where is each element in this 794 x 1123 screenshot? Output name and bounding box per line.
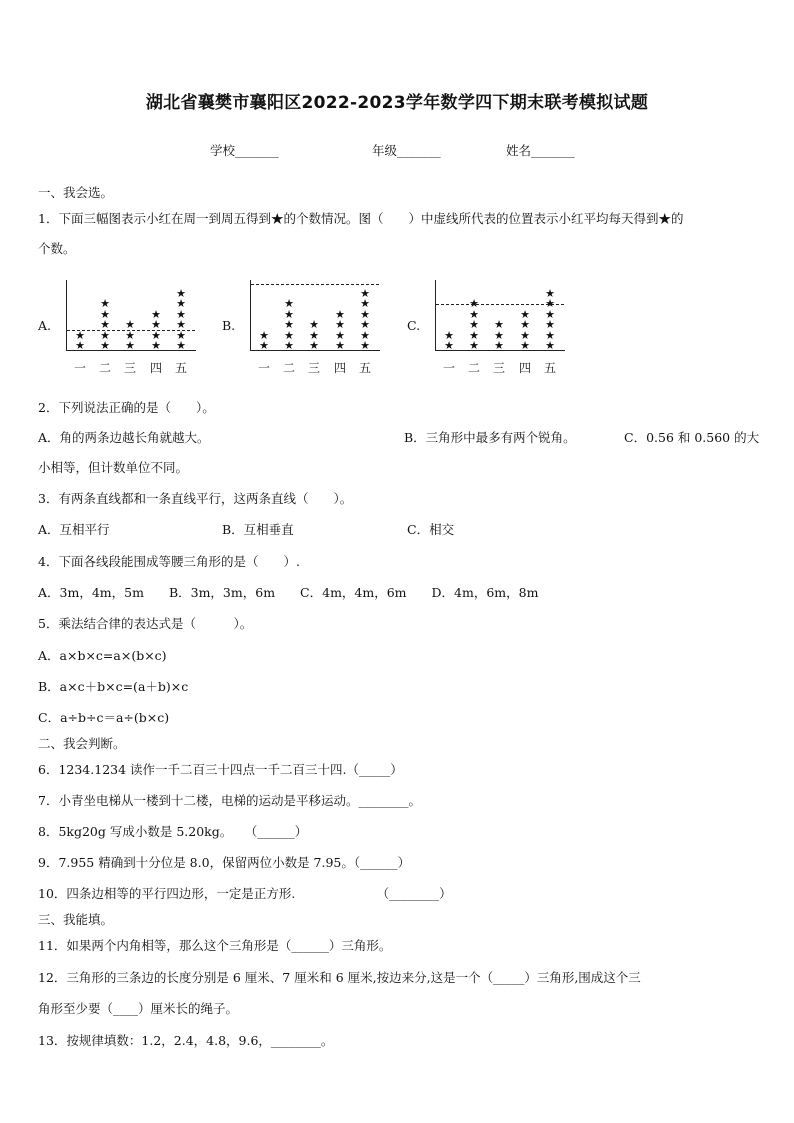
day-label: 四 [333, 361, 346, 375]
star-icon: ★ [545, 297, 555, 310]
q2-option-b: B．三角形中最多有两个锐角。 [404, 430, 576, 445]
star-icon: ★ [545, 339, 555, 352]
star-icon: ★ [125, 328, 135, 342]
q3-stem: 3．有两条直线都和一条直线平行，这两条直线（ ）。 [38, 491, 353, 506]
y-axis [435, 280, 436, 350]
day-label: 三 [492, 361, 505, 375]
q11: 11．如果两个内角相等，那么这个三角形是（______）三角形。 [38, 938, 392, 953]
star-icon: ★ [494, 318, 504, 331]
star-icon: ★ [309, 328, 319, 342]
star-icon: ★ [284, 318, 294, 331]
day-label: 五 [174, 361, 187, 375]
star-icon: ★ [100, 307, 110, 321]
star-icon: ★ [176, 297, 186, 310]
day-label: 二 [282, 361, 295, 375]
q7: 7．小青坐电梯从一楼到十二楼，电梯的运动是平移运动。________。 [38, 793, 421, 808]
q8: 8．5kg20g 写成小数是 5.20kg。 （______） [38, 824, 308, 839]
star-icon: ★ [151, 328, 161, 342]
day-label: 二 [98, 361, 111, 375]
average-dashed-line [251, 284, 379, 285]
q3-option-c: C．相交 [407, 522, 455, 537]
q2-stem: 2．下列说法正确的是（ ）。 [38, 400, 215, 415]
star-icon: ★ [469, 328, 479, 342]
star-icon: ★ [176, 286, 186, 300]
star-icon: ★ [100, 339, 110, 352]
q9: 9．7.955 精确到十分位是 8.0，保留两位小数是 7.95。（______） [38, 855, 411, 870]
star-icon: ★ [125, 339, 135, 352]
star-icon: ★ [176, 328, 186, 342]
star-icon: ★ [284, 328, 294, 342]
q4-options: A．3m，4m，5m B．3m，3m，6m C．4m，4m，6m D．4m，6m，8m [38, 585, 539, 600]
day-label: 五 [358, 361, 371, 375]
star-icon: ★ [259, 339, 269, 352]
star-icon: ★ [360, 328, 370, 342]
star-icon: ★ [335, 307, 345, 321]
star-icon: ★ [176, 318, 186, 331]
section-1-heading: 一、我会选。 [38, 185, 114, 200]
star-icon: ★ [100, 318, 110, 331]
star-icon: ★ [259, 328, 269, 342]
star-icon: ★ [469, 339, 479, 352]
star-icon: ★ [469, 297, 479, 310]
star-icon: ★ [176, 339, 186, 352]
star-icon: ★ [100, 328, 110, 342]
chart-a-label: A. [38, 318, 52, 333]
q6: 6．1234.1234 读作一千二百三十四点一千二百三十四.（_____） [38, 762, 403, 777]
star-icon: ★ [335, 339, 345, 352]
star-icon: ★ [469, 318, 479, 331]
day-label: 五 [543, 361, 556, 375]
star-icon: ★ [284, 339, 294, 352]
q5-option-c: C．a÷b÷c＝a÷(b×c) [38, 710, 170, 725]
star-icon: ★ [100, 297, 110, 310]
chart-c-label: C. [407, 318, 421, 333]
school-field: 学校_______ [210, 143, 279, 158]
star-icon: ★ [545, 307, 555, 321]
grade-field: 年级_______ [372, 143, 441, 158]
star-icon: ★ [494, 328, 504, 342]
day-label: 四 [149, 361, 162, 375]
star-icon: ★ [444, 328, 454, 342]
q2-option-a: A．角的两条边越长角就越大。 [38, 430, 210, 445]
star-icon: ★ [75, 339, 85, 352]
star-chart-b [250, 280, 390, 375]
q2-option-c-cont: 小相等，但计数单位不同。 [38, 460, 189, 475]
star-chart-c [435, 280, 575, 375]
star-icon: ★ [335, 318, 345, 331]
q10: 10．四条边相等的平行四边形，一定是正方形. （________） [38, 886, 452, 901]
q12-line2: 角形至少要（____）厘米长的绳子。 [38, 1001, 239, 1016]
star-icon: ★ [151, 339, 161, 352]
section-3-heading: 三、我能填。 [38, 912, 114, 927]
star-icon: ★ [360, 307, 370, 321]
q3-option-a: A．互相平行 [38, 522, 110, 537]
y-axis [250, 280, 251, 350]
star-icon: ★ [545, 328, 555, 342]
day-label: 三 [123, 361, 136, 375]
star-icon: ★ [360, 297, 370, 310]
star-icon: ★ [360, 286, 370, 300]
name-field: 姓名_______ [506, 143, 575, 158]
q5-option-b: B．a×c＋b×c=(a＋b)×c [38, 679, 189, 694]
star-icon: ★ [309, 318, 319, 331]
q12-line1: 12．三角形的三条边的长度分别是 6 厘米、7 厘米和 6 厘米,按边来分,这是一个（_____）三角形,围成这个三 [38, 970, 641, 985]
star-icon: ★ [360, 339, 370, 352]
section-2-heading: 二、我会判断。 [38, 736, 126, 751]
star-icon: ★ [176, 307, 186, 321]
q4-stem: 4．下面各线段能围成等腰三角形的是（ ）. [38, 554, 300, 569]
page-title: 湖北省襄樊市襄阳区2022-2023学年数学四下期末联考模拟试题 [145, 93, 649, 113]
star-icon: ★ [125, 318, 135, 331]
y-axis [66, 280, 67, 350]
day-label: 一 [442, 361, 455, 375]
day-label: 一 [73, 361, 86, 375]
chart-b-label: B. [222, 318, 236, 333]
star-icon: ★ [284, 307, 294, 321]
star-icon: ★ [151, 318, 161, 331]
star-icon: ★ [309, 339, 319, 352]
star-icon: ★ [151, 307, 161, 321]
star-icon: ★ [520, 307, 530, 321]
day-label: 二 [467, 361, 480, 375]
star-icon: ★ [469, 307, 479, 321]
star-icon: ★ [335, 328, 345, 342]
star-chart-a [66, 280, 206, 375]
star-icon: ★ [494, 339, 504, 352]
q5-option-a: A．a×b×c=a×(b×c) [38, 648, 167, 663]
star-icon: ★ [520, 339, 530, 352]
star-icon: ★ [75, 328, 85, 342]
q5-stem: 5．乘法结合律的表达式是（ ）。 [38, 616, 253, 631]
star-icon: ★ [545, 318, 555, 331]
q2-option-c: C．0.56 和 0.560 的大 [624, 430, 760, 445]
day-label: 三 [307, 361, 320, 375]
star-icon: ★ [444, 339, 454, 352]
day-label: 四 [518, 361, 531, 375]
star-icon: ★ [360, 318, 370, 331]
q3-option-b: B．互相垂直 [222, 522, 294, 537]
star-icon: ★ [520, 318, 530, 331]
q1-line2: 个数。 [38, 241, 76, 256]
star-icon: ★ [284, 297, 294, 310]
q1-line1: 1．下面三幅图表示小红在周一到周五得到★的个数情况。图（ ）中虚线所代表的位置表示小红平均每天得到★的 [38, 211, 684, 226]
day-label: 一 [257, 361, 270, 375]
star-icon: ★ [545, 286, 555, 300]
star-icon: ★ [520, 328, 530, 342]
q13: 13．按规律填数：1.2，2.4，4.8，9.6，________。 [38, 1033, 334, 1048]
